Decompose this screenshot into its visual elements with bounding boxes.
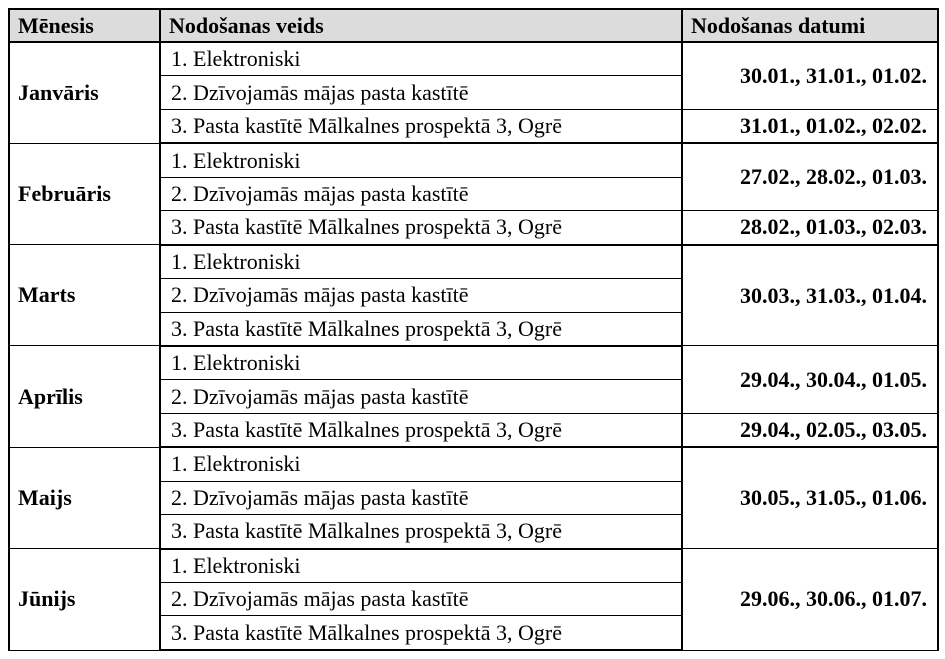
dates-cell: 30.05., 31.05., 01.06. xyxy=(682,447,938,548)
method-cell: 2. Dzīvojamās mājas pasta kastītē xyxy=(160,177,682,210)
method-cell: 3. Pasta kastītē Mālkalnes prospektā 3, Ogrē xyxy=(160,312,682,346)
month-cell: Janvāris xyxy=(9,42,160,143)
table-row xyxy=(9,42,938,76)
method-cell: 1. Elektroniski xyxy=(160,143,682,177)
dates-cell: 30.01., 31.01., 01.02. xyxy=(682,42,938,109)
dates-cell: 29.04., 02.05., 03.05. xyxy=(682,413,938,447)
header-row xyxy=(9,9,938,42)
dates-cell: 29.06., 30.06., 01.07. xyxy=(682,549,938,650)
table-row xyxy=(9,346,938,380)
method-cell: 3. Pasta kastītē Mālkalnes prospektā 3, Ogrē xyxy=(160,616,682,650)
month-cell: Maijs xyxy=(9,447,160,548)
method-cell: 2. Dzīvojamās mājas pasta kastītē xyxy=(160,279,682,312)
dates-cell: 30.03., 31.03., 01.04. xyxy=(682,245,938,346)
header-month: Mēnesis xyxy=(9,9,160,42)
method-cell: 1. Elektroniski xyxy=(160,549,682,583)
header-dates: Nodošanas datumi xyxy=(682,9,938,42)
dates-cell: 28.02., 01.03., 02.03. xyxy=(682,211,938,245)
method-cell: 2. Dzīvojamās mājas pasta kastītē xyxy=(160,76,682,109)
method-cell: 1. Elektroniski xyxy=(160,447,682,481)
table-body xyxy=(9,42,938,650)
method-cell: 1. Elektroniski xyxy=(160,346,682,380)
method-cell: 2. Dzīvojamās mājas pasta kastītē xyxy=(160,583,682,616)
month-cell: Aprīlis xyxy=(9,346,160,447)
method-cell: 2. Dzīvojamās mājas pasta kastītē xyxy=(160,380,682,413)
method-cell: 1. Elektroniski xyxy=(160,245,682,279)
dates-cell: 27.02., 28.02., 01.03. xyxy=(682,143,938,210)
submission-schedule-table xyxy=(8,8,939,651)
method-cell: 1. Elektroniski xyxy=(160,42,682,76)
method-cell: 2. Dzīvojamās mājas pasta kastītē xyxy=(160,481,682,514)
month-cell: Marts xyxy=(9,245,160,346)
month-cell: Jūnijs xyxy=(9,549,160,650)
method-cell: 3. Pasta kastītē Mālkalnes prospektā 3, Ogrē xyxy=(160,109,682,143)
header-method: Nodošanas veids xyxy=(160,9,682,42)
dates-cell: 31.01., 01.02., 02.02. xyxy=(682,109,938,143)
table-row xyxy=(9,245,938,279)
table-row xyxy=(9,549,938,583)
method-cell: 3. Pasta kastītē Mālkalnes prospektā 3, Ogrē xyxy=(160,413,682,447)
method-cell: 3. Pasta kastītē Mālkalnes prospektā 3, Ogrē xyxy=(160,211,682,245)
month-cell: Februāris xyxy=(9,143,160,244)
dates-cell: 29.04., 30.04., 01.05. xyxy=(682,346,938,413)
method-cell: 3. Pasta kastītē Mālkalnes prospektā 3, Ogrē xyxy=(160,515,682,549)
table-row xyxy=(9,447,938,481)
table-row xyxy=(9,143,938,177)
